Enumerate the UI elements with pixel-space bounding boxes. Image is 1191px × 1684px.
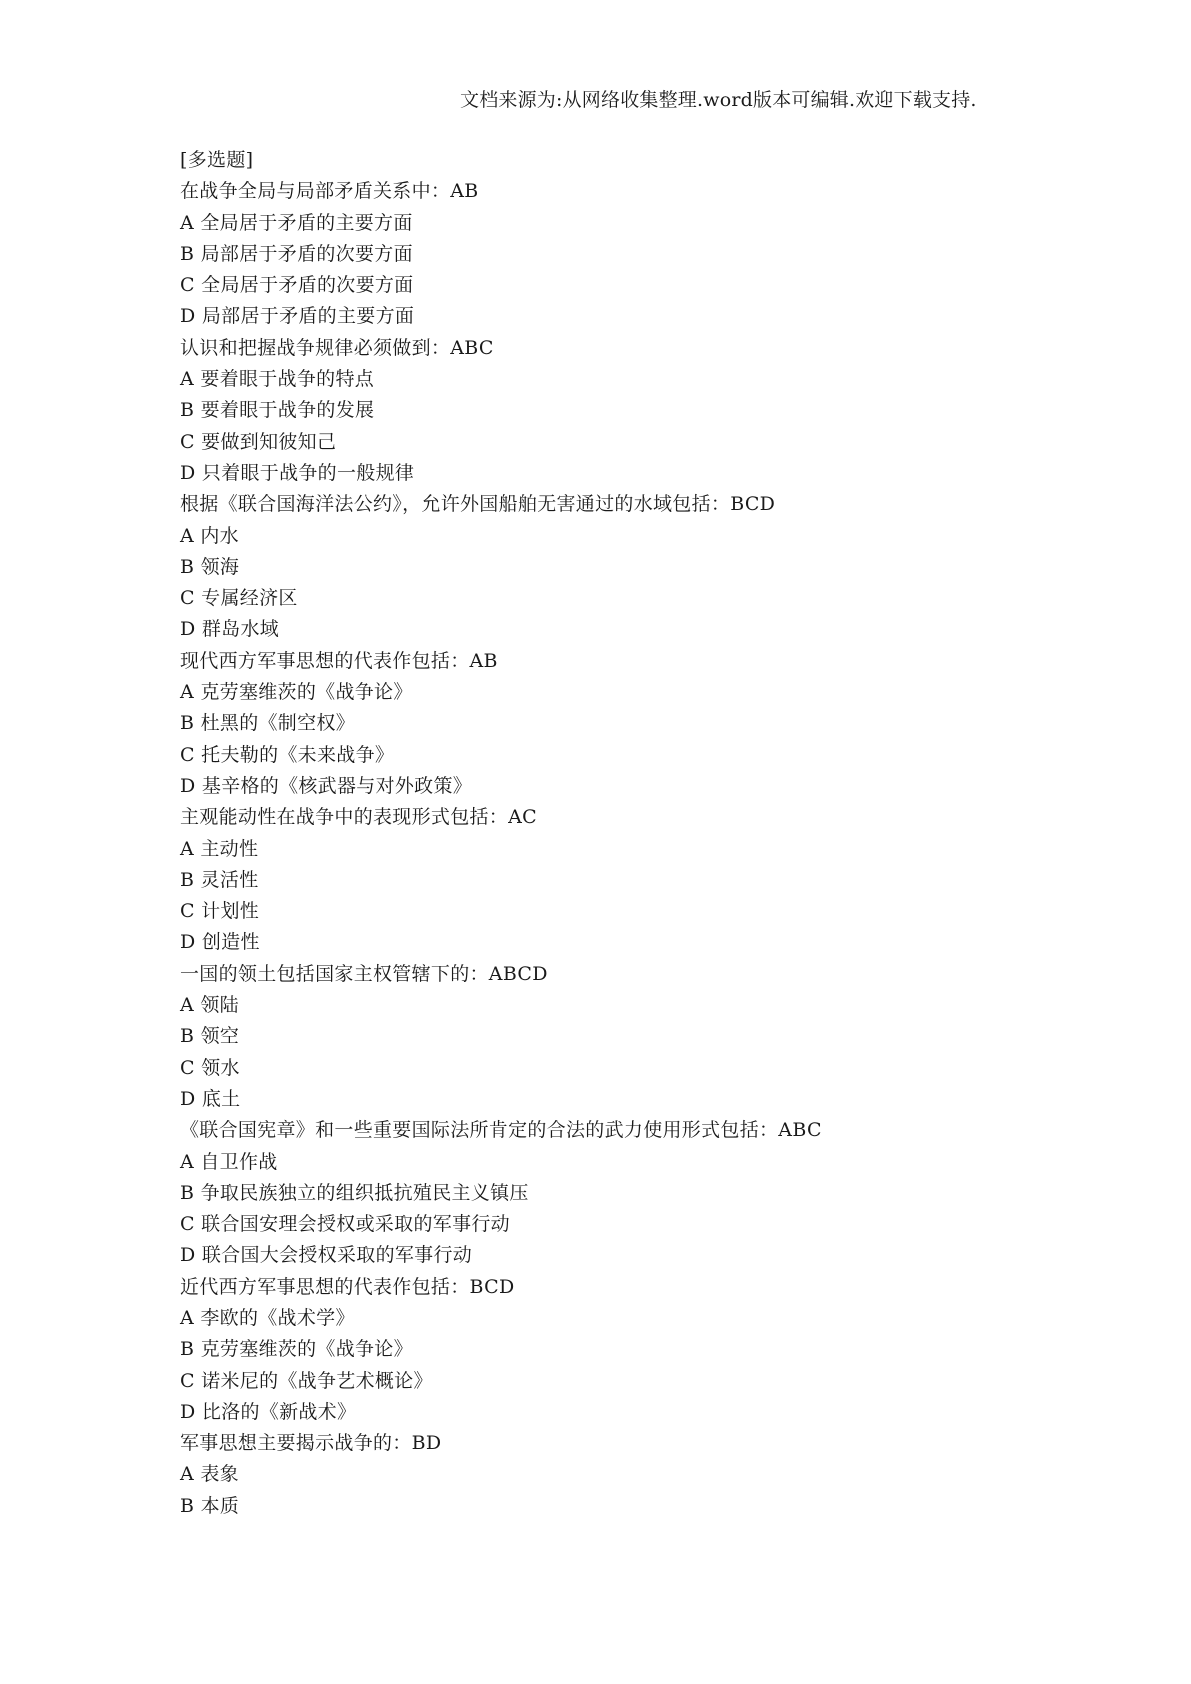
question-option: B 杜黑的《制空权》: [180, 712, 356, 735]
question-option: C 专属经济区: [180, 587, 298, 610]
question-option: C 计划性: [180, 900, 260, 923]
question-option: D 底土: [180, 1087, 241, 1110]
section-label: [多选题]: [180, 149, 254, 171]
question-option: A 李欧的《战术学》: [180, 1306, 355, 1329]
question-option: C 诺米尼的《战争艺术概论》: [180, 1369, 433, 1392]
question-stem: 认识和把握战争规律必须做到：ABC: [180, 336, 494, 359]
question-option: D 比洛的《新战术》: [180, 1400, 357, 1423]
question-option: B 领空: [180, 1025, 240, 1048]
question-option: C 全局居于矛盾的次要方面: [180, 274, 414, 297]
question-stem: 一国的领土包括国家主权管辖下的：ABCD: [180, 962, 548, 985]
question-option: C 要做到知彼知己: [180, 430, 337, 453]
question-option: C 托夫勒的《未来战争》: [180, 743, 395, 766]
question-option: A 要着眼于战争的特点: [180, 368, 375, 391]
question-option: A 自卫作战: [180, 1150, 278, 1173]
question-option: C 领水: [180, 1056, 240, 1079]
question-stem: 近代西方军事思想的代表作包括：BCD: [180, 1275, 515, 1298]
question-option: D 局部居于矛盾的主要方面: [180, 305, 415, 328]
question-stem: 主观能动性在战争中的表现形式包括：AC: [180, 806, 537, 829]
question-option: D 只着眼于战争的一般规律: [180, 461, 415, 484]
question-option: A 全局居于矛盾的主要方面: [180, 211, 413, 234]
question-option: A 克劳塞维茨的《战争论》: [180, 681, 413, 704]
question-option: B 争取民族独立的组织抵抗殖民主义镇压: [180, 1181, 529, 1204]
question-stem: 现代西方军事思想的代表作包括：AB: [180, 649, 498, 672]
question-option: A 内水: [180, 524, 239, 547]
question-option: B 灵活性: [180, 868, 259, 891]
question-option: B 本质: [180, 1494, 240, 1517]
question-option: B 克劳塞维茨的《战争论》: [180, 1338, 413, 1361]
question-option: D 联合国大会授权采取的军事行动: [180, 1244, 473, 1267]
question-option: B 局部居于矛盾的次要方面: [180, 242, 413, 265]
question-option: D 基辛格的《核武器与对外政策》: [180, 774, 473, 797]
question-option: D 群岛水域: [180, 618, 280, 641]
question-option: A 领陆: [180, 994, 239, 1017]
question-option: A 主动性: [180, 837, 259, 860]
question-option: B 要着眼于战争的发展: [180, 399, 375, 422]
question-option: A 表象: [180, 1463, 239, 1486]
header-note: 文档来源为:从网络收集整理.word版本可编辑.欢迎下载支持.: [460, 89, 977, 111]
question-option: B 领海: [180, 555, 240, 578]
question-option: C 联合国安理会授权或采取的军事行动: [180, 1213, 510, 1236]
question-option: D 创造性: [180, 931, 260, 954]
question-stem: 根据《联合国海洋法公约》，允许外国船舶无害通过的水域包括：BCD: [180, 493, 776, 516]
question-stem: 在战争全局与局部矛盾关系中：AB: [180, 180, 479, 203]
question-stem: 军事思想主要揭示战争的：BD: [180, 1432, 442, 1455]
question-list: [180, 145, 1080, 1522]
question-stem: 《联合国宪章》和一些重要国际法所肯定的合法的武力使用形式包括：ABC: [180, 1119, 822, 1142]
